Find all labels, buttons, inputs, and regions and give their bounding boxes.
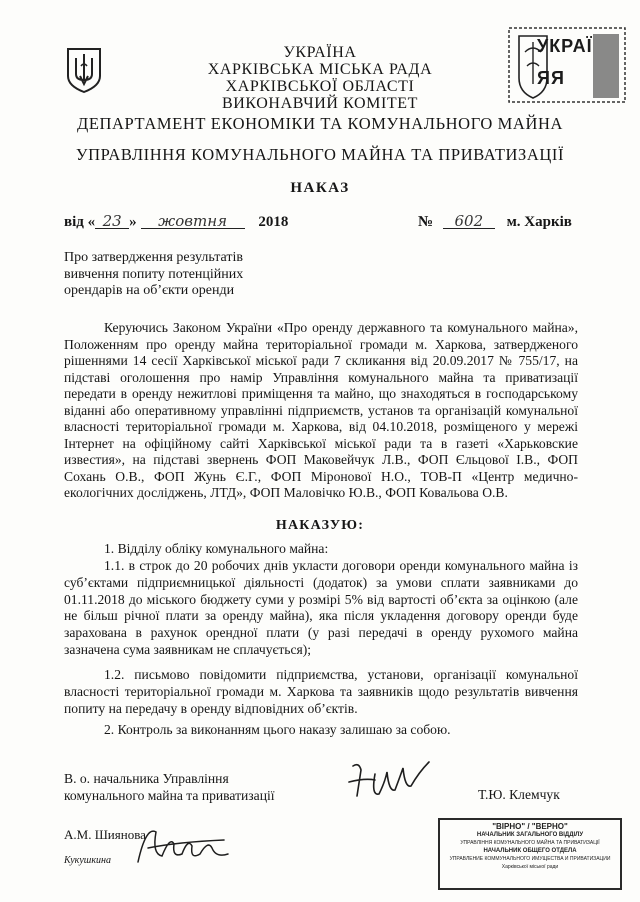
- header-oblast: ХАРКІВСЬКОЇ ОБЛАСТІ: [225, 78, 415, 95]
- signatory-position: [64, 770, 275, 804]
- handwritten-signature: [345, 752, 435, 808]
- signatory-position-line1: В. о. начальника Управління: [64, 771, 229, 786]
- document-type: НАКАЗ: [290, 180, 350, 196]
- header-council: ХАРКІВСЬКА МІСЬКА РАДА: [207, 61, 433, 78]
- order-number: 602: [443, 214, 495, 229]
- stamp-line2: УПРАВЛІННЯ КОМУНАЛЬНОГО МАЙНА ТА ПРИВАТИЗАЦІЇ: [460, 840, 600, 846]
- stamp-title: "ВІРНО" / "ВЕРНО": [492, 822, 568, 831]
- date-mid: »: [129, 214, 137, 230]
- executor-signature: [128, 818, 233, 876]
- header-department: ДЕПАРТАМЕНТ ЕКОНОМІКИ ТА КОМУНАЛЬНОГО МАЙНА: [76, 114, 563, 133]
- stamp-line1: НАЧАЛЬНИК ЗАГАЛЬНОГО ВІДДІЛУ: [476, 832, 584, 838]
- item-1: 1. Відділу обліку комунального майна:: [104, 541, 329, 556]
- certified-copy-stamp: [438, 818, 622, 890]
- stamp-line5: Харківської міської ради: [501, 864, 559, 870]
- stamp-line4: УПРАВЛЕНИЕ КОММУНАЛЬНОГО ИМУЩЕСТВА И ПРИВАТИЗАЦИИ: [449, 856, 611, 862]
- date-day: 23: [95, 214, 129, 229]
- item-1-1: 1.1. в строк до 20 робочих днів укласти договори оренди комунального майна із суб’єктами підприємницької діяльності (додаток) за умови сплати заявниками до 01.11.2018 до міського бюджету суми у розмірі 5% від вартості об’єкта за оцінкою (але не більш річної плати за оренду майна), яка після укладення договору оренди буде зарахована в рахунок орендної плати (у разі передачі в оренду рухомого майна зазначена сума заявникам не сплачується);: [64, 558, 578, 657]
- date-prefix: від «: [64, 214, 96, 230]
- executor-name: А.М. Шиянова: [64, 827, 146, 842]
- order-subject: Про затвердження результатів вивчення попиту потенційних орендарів на об’єкти оренди: [64, 250, 244, 298]
- date-month: жовтня: [141, 214, 245, 229]
- signatory-position-line2: комунального майна та приватизації: [64, 788, 275, 803]
- number-prefix: №: [418, 214, 434, 230]
- city: м. Харків: [506, 214, 572, 230]
- signatory-name: Т.Ю. Клемчук: [478, 787, 560, 802]
- orders-heading: НАКАЗУЮ:: [275, 518, 365, 533]
- preamble-paragraph: Керуючись Законом України «Про оренду державного та комунального майна», Положенням про оренду майна територіальної громади м. Харкова, затвердженого рішеннями 14 сесії Харківської міської ради 7 скликання від 20.09.2017 № 755/17, на підставі оголошення про намір Управління комунального майна та приватизації передати в оренду нежитлові приміщення та майно, що знаходяться в господарському віданні або оперативному управлінні підприємств, установ та організацій комунальної власності територіальної громади м. Харкова, від 04.10.2018, розміщеного у мережі Інтернет на офіційному сайті Харківської міської ради та в газеті «Харьковские известия», на підставі звернень ФОП Маковейчук Л.В., ФОП Єльцової І.В., ФОП Сохань О.В., ФОП Жунь Є.Г., ФОП Міронової Н.О., ТОВ-П «Центр медично-екологічних досліджень, ЛТД», ФОП Маловічко Ю.В., ФОП Ковальова О.В.: [64, 320, 578, 500]
- header-directorate: УПРАВЛІННЯ КОМУНАЛЬНОГО МАЙНА ТА ПРИВАТИЗАЦІЇ: [75, 145, 565, 164]
- item-2: 2. Контроль за виконанням цього наказу залишаю за собою.: [104, 722, 451, 737]
- header-country: УКРАЇНА: [283, 44, 357, 61]
- clerk-name: Кукушкина: [64, 855, 111, 866]
- stamp-text-line1: УКРАЇ: [537, 36, 593, 56]
- item-1-2: 1.2. письмово повідомити підприємства, установи, організації комунальної власності територіальної громади м. Харкова та заявників щодо результатів вивчення попиту на передачу в оренду відповідних об’єктів.: [64, 667, 578, 716]
- stamp-line3: НАЧАЛЬНИК ОБЩЕГО ОТДЕЛА: [483, 848, 577, 854]
- date-line: [64, 214, 288, 231]
- stamp-text-line2: ЯЯ: [537, 68, 565, 88]
- number-line: [418, 214, 572, 231]
- date-year: 2018: [258, 214, 289, 230]
- header-committee: ВИКОНАВЧИЙ КОМІТЕТ: [221, 95, 419, 112]
